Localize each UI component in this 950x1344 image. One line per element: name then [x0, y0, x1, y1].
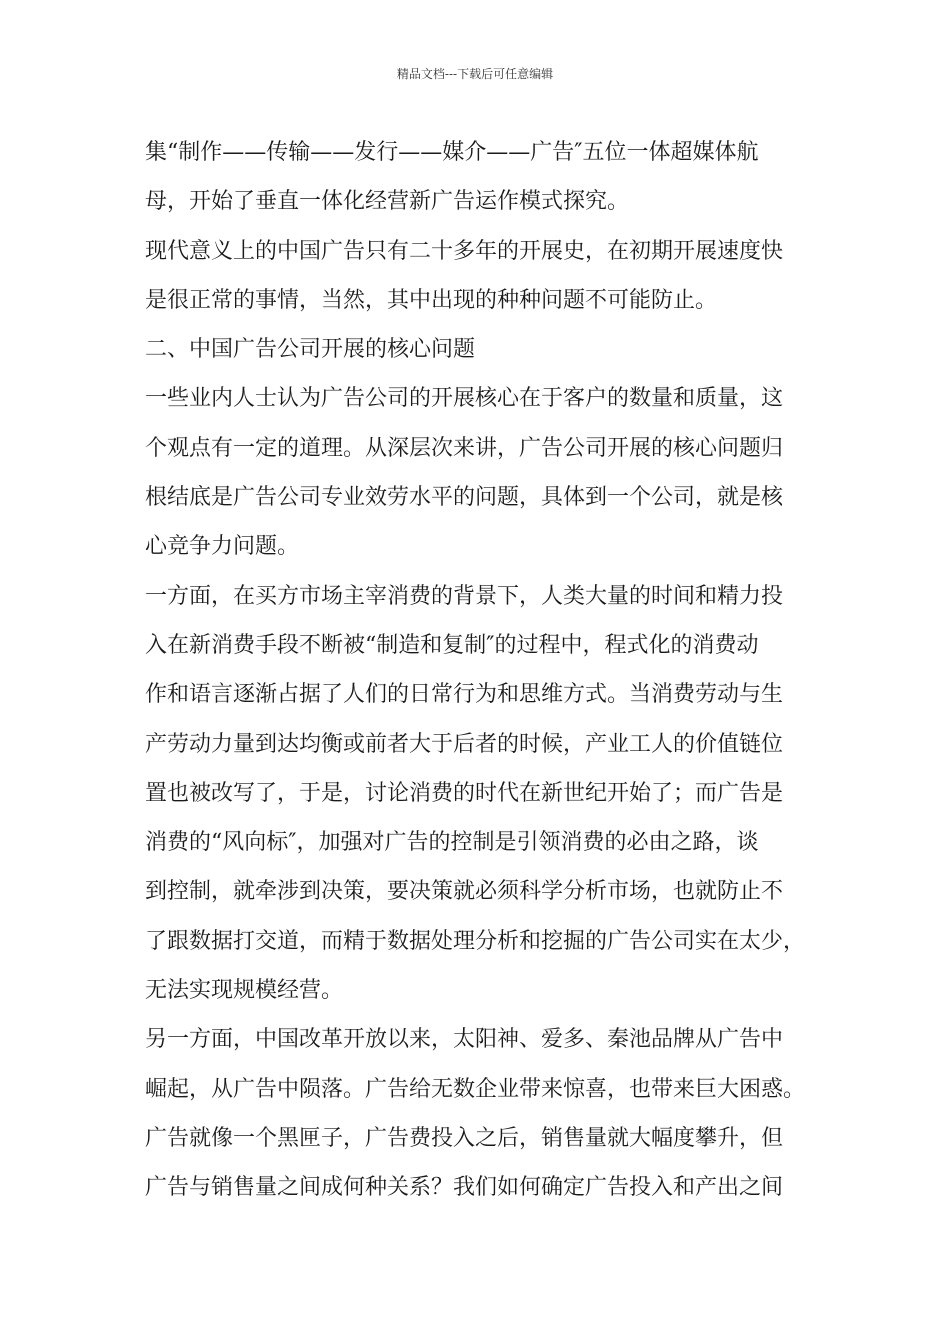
- text-line: 一方面，在买方市场主宰消费的背景下，人类大量的时间和精力投: [145, 583, 784, 609]
- text-line: 作和语言逐渐占据了人们的日常行为和思维方式。当消费劳动与生: [145, 682, 784, 708]
- text-line: 根结底是广告公司专业效劳水平的问题，具体到一个公司，就是核: [145, 485, 784, 511]
- text-line: 现代意义上的中国广告只有二十多年的开展史，在初期开展速度快: [145, 238, 784, 264]
- document-body: [145, 128, 825, 1213]
- text-line: 广告就像一个黑匣子，广告费投入之后，销售量就大幅度攀升，但: [145, 1125, 784, 1151]
- text-line: 心竞争力问题。: [145, 534, 300, 560]
- text-line: 消费的“风向标″，加强对广告的控制是引领消费的必由之路，谈: [145, 830, 759, 856]
- text-line: 是很正常的事情，当然，其中出现的种种问题不可能防止。: [145, 287, 718, 313]
- text-line: 产劳动力量到达均衡或前者大于后者的时候，产业工人的价值链位: [145, 731, 784, 757]
- text-line: 广告与销售量之间成何种关系？我们如何确定广告投入和产出之间: [145, 1175, 784, 1201]
- text-line: 置也被改写了，于是，讨论消费的时代在新世纪开始了；而广告是: [145, 780, 784, 806]
- page-header: 精品文档---下载后可任意编辑: [396, 67, 554, 81]
- text-line: 入在新消费手段不断被“制造和复制″的过程中，程式化的消费动: [145, 632, 759, 658]
- text-line: 崛起，从广告中陨落。广告给无数企业带来惊喜，也带来巨大困惑。: [145, 1076, 806, 1102]
- section-heading: 二、中国广告公司开展的核心问题: [145, 337, 476, 363]
- text-line: 另一方面，中国改革开放以来，太阳神、爱多、秦池品牌从广告中: [145, 1027, 784, 1053]
- text-line: 个观点有一定的道理。从深层次来讲，广告公司开展的核心问题归: [145, 435, 784, 461]
- text-line: 了跟数据打交道，而精于数据处理分析和挖掘的广告公司实在太少，: [145, 928, 806, 954]
- text-line: 集“制作——传输——发行——媒介——广告″五位一体超媒体航: [145, 140, 759, 165]
- text-line: 母，开始了垂直一体化经营新广告运作模式探究。: [145, 189, 630, 215]
- text-line: 到控制，就牵涉到决策，要决策就必须科学分析市场，也就防止不: [145, 879, 784, 905]
- text-line: 一些业内人士认为广告公司的开展核心在于客户的数量和质量，这: [145, 386, 784, 412]
- text-line: 无法实现规模经营。: [145, 978, 344, 1004]
